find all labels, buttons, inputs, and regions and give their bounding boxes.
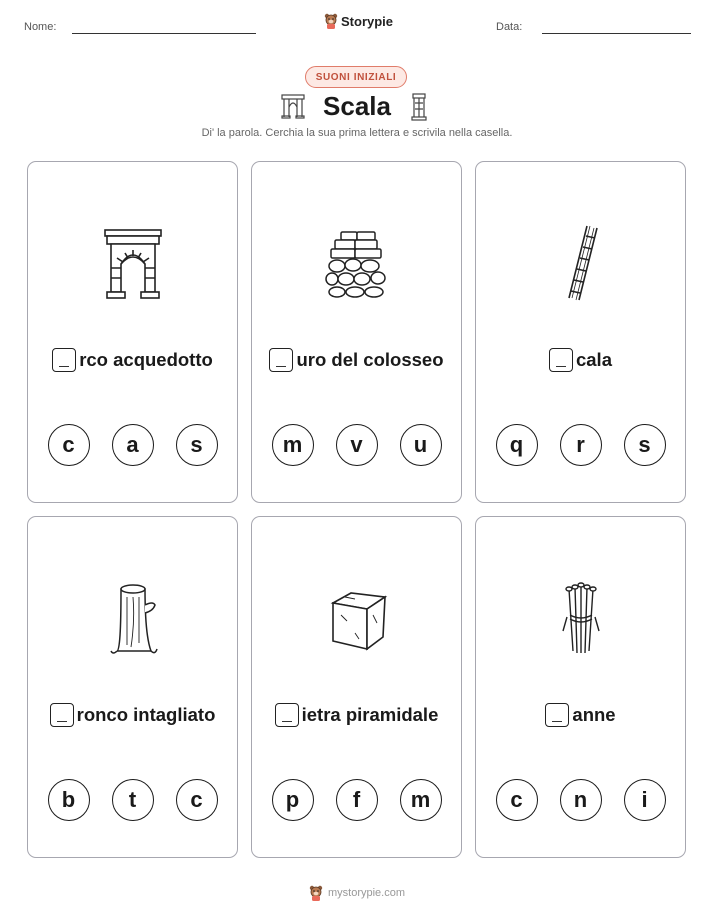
letter-choice[interactable]: n xyxy=(560,779,602,821)
answer-box[interactable] xyxy=(549,348,573,372)
word-card xyxy=(251,161,462,503)
word-row xyxy=(252,703,461,727)
word-row xyxy=(28,703,237,727)
letter-choice[interactable]: s xyxy=(624,424,666,466)
answer-box[interactable] xyxy=(275,703,299,727)
word-row xyxy=(476,703,685,727)
column-icon xyxy=(410,93,428,121)
letter-choices xyxy=(28,779,237,821)
page-title: Scala xyxy=(323,91,391,121)
date-line[interactable] xyxy=(542,33,691,34)
letter-choices xyxy=(252,424,461,466)
letter-choice[interactable]: f xyxy=(336,779,378,821)
answer-box[interactable] xyxy=(269,348,293,372)
word-text: rco acquedotto xyxy=(79,349,213,370)
letter-choice[interactable]: r xyxy=(560,424,602,466)
letter-choice[interactable]: c xyxy=(176,779,218,821)
letter-choice[interactable]: s xyxy=(176,424,218,466)
letter-choice[interactable]: p xyxy=(272,779,314,821)
letter-choices xyxy=(252,779,461,821)
letter-choice[interactable]: c xyxy=(48,424,90,466)
word-card xyxy=(27,161,238,503)
word-card xyxy=(475,516,686,858)
name-label: Nome: xyxy=(24,21,57,33)
letter-choice[interactable]: t xyxy=(112,779,154,821)
answer-box[interactable] xyxy=(52,348,76,372)
word-text: ietra piramidale xyxy=(301,704,439,725)
instructions: Di' la parola. Cerchia la sua prima lettera e scrivila nella casella. xyxy=(201,127,513,139)
letter-choice[interactable]: v xyxy=(336,424,378,466)
date-label: Data: xyxy=(496,21,523,33)
letter-choice[interactable]: c xyxy=(496,779,538,821)
stone-block-icon xyxy=(315,575,399,659)
bear-mascot-icon xyxy=(309,885,323,901)
answer-box[interactable] xyxy=(50,703,74,727)
letter-choice[interactable]: i xyxy=(624,779,666,821)
answer-box[interactable] xyxy=(545,703,569,727)
letter-choices xyxy=(476,424,685,466)
letter-choice[interactable]: m xyxy=(400,779,442,821)
name-line[interactable] xyxy=(72,33,256,34)
letter-choices xyxy=(476,779,685,821)
brand-name: Storypie xyxy=(341,13,394,29)
stone-wall-icon xyxy=(315,220,399,304)
letter-choices xyxy=(28,424,237,466)
letter-choice[interactable]: a xyxy=(112,424,154,466)
word-text: cala xyxy=(575,349,612,370)
letter-choice[interactable]: m xyxy=(272,424,314,466)
footer-url[interactable]: mystorypie.com xyxy=(327,887,406,899)
bear-mascot-icon xyxy=(324,13,338,29)
category-badge: SUONI INIZIALI xyxy=(305,66,407,88)
brand-logo xyxy=(324,13,393,29)
letter-choice[interactable]: q xyxy=(496,424,538,466)
word-card xyxy=(27,516,238,858)
footer xyxy=(0,885,714,901)
word-text: uro del colosseo xyxy=(296,349,444,370)
word-text: anne xyxy=(572,704,616,725)
tree-stump-icon xyxy=(91,575,175,659)
ladder-icon xyxy=(539,220,623,304)
word-card xyxy=(251,516,462,858)
word-row xyxy=(476,348,685,372)
word-row xyxy=(252,348,461,372)
reed-bundle-icon xyxy=(539,575,623,659)
letter-choice[interactable]: b xyxy=(48,779,90,821)
letter-choice[interactable]: u xyxy=(400,424,442,466)
word-card xyxy=(475,161,686,503)
arch-icon xyxy=(91,220,175,304)
word-row xyxy=(28,348,237,372)
word-text: ronco intagliato xyxy=(76,704,216,725)
